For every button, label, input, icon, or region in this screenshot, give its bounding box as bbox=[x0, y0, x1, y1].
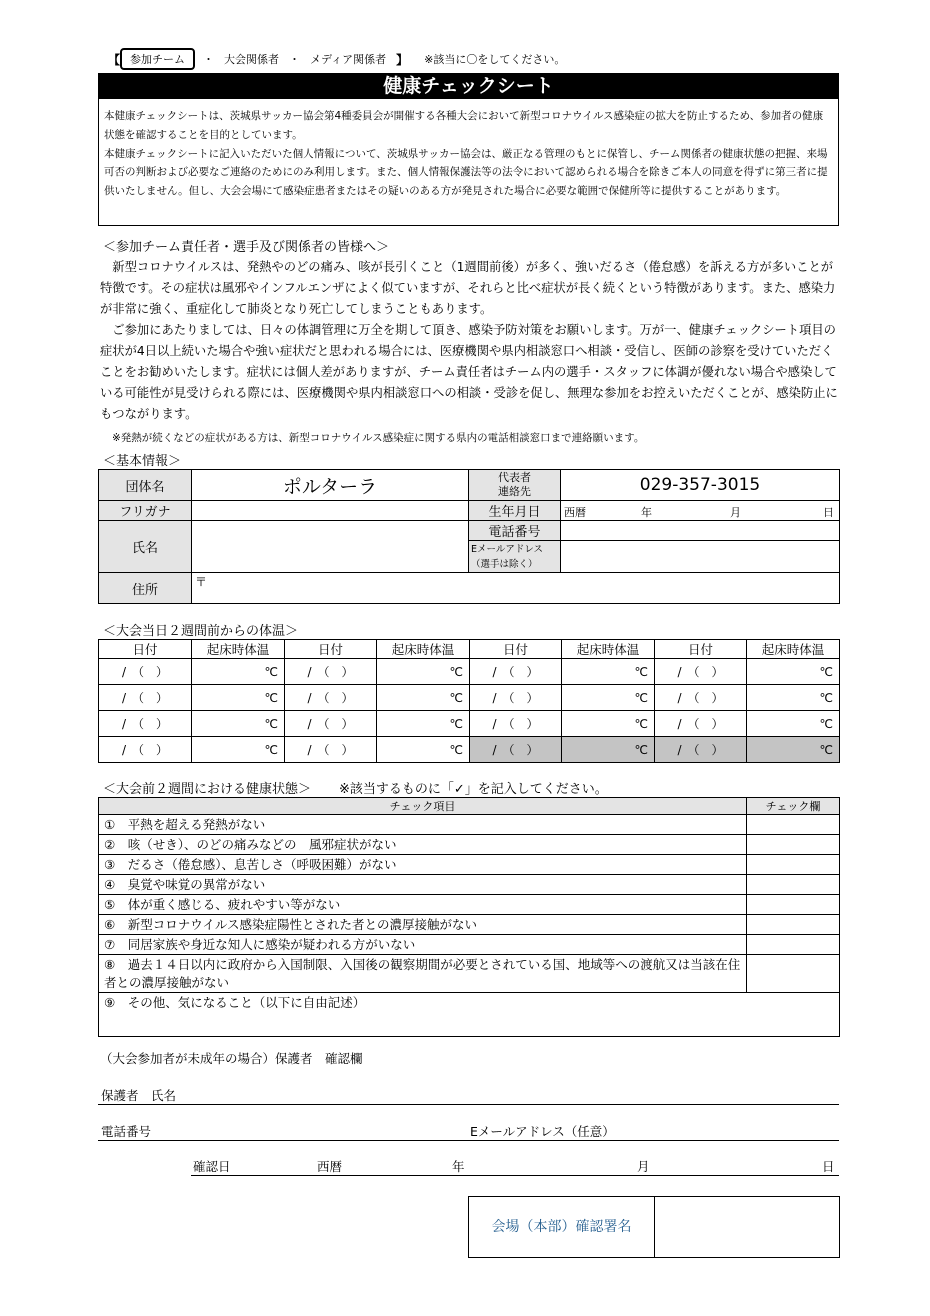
intro-box bbox=[98, 99, 839, 226]
check-item: ④ 臭覚や味覚の異常がない bbox=[99, 875, 747, 895]
open-bracket: 【 bbox=[108, 52, 121, 67]
date-cell[interactable]: / （ ） bbox=[655, 711, 747, 737]
venue-signature-box bbox=[468, 1196, 840, 1258]
furigana-field[interactable] bbox=[192, 501, 469, 521]
date-cell[interactable]: / （ ） bbox=[99, 685, 192, 711]
team-name-label: 団体名 bbox=[99, 470, 192, 501]
confirm-month: 月 bbox=[637, 1159, 650, 1174]
email-label: Eメールアドレス（選手は除く） bbox=[469, 541, 561, 573]
date-cell[interactable]: / （ ） bbox=[470, 711, 562, 737]
basic-info-heading: ＜基本情報＞ bbox=[103, 454, 182, 469]
name-field[interactable] bbox=[192, 521, 469, 573]
confirm-era: 西暦 bbox=[317, 1159, 343, 1174]
date-cell[interactable]: / （ ） bbox=[99, 737, 192, 763]
rep-label-line-1: 代表者 bbox=[498, 471, 531, 484]
temp-cell[interactable]: ℃ bbox=[192, 659, 285, 685]
temp-cell-shaded: ℃ bbox=[747, 737, 840, 763]
guardian-name-field[interactable] bbox=[98, 1086, 839, 1105]
check-box[interactable] bbox=[747, 875, 840, 895]
temp-header: 起床時体温 bbox=[192, 640, 285, 659]
health-heading-note: ※該当するものに「✓」を記入してください。 bbox=[339, 782, 608, 797]
check-column-header: チェック欄 bbox=[747, 798, 840, 815]
guardian-contact-row[interactable] bbox=[98, 1122, 839, 1141]
rep-contact-value[interactable]: 029-357-3015 bbox=[561, 470, 840, 501]
birth-date-field[interactable] bbox=[561, 501, 840, 521]
category-line bbox=[108, 49, 565, 69]
temp-cell-shaded: ℃ bbox=[562, 737, 655, 763]
temp-cell[interactable]: ℃ bbox=[377, 685, 470, 711]
furigana-label: フリガナ bbox=[99, 501, 192, 521]
guardian-email-label: Eメールアドレス（任意） bbox=[470, 1124, 615, 1139]
temp-cell[interactable]: ℃ bbox=[562, 685, 655, 711]
rep-contact-label bbox=[469, 470, 561, 501]
confirm-day: 日 bbox=[822, 1159, 835, 1174]
email-field[interactable] bbox=[561, 541, 840, 573]
temp-header: 起床時体温 bbox=[377, 640, 470, 659]
temp-cell[interactable]: ℃ bbox=[562, 659, 655, 685]
confirm-year: 年 bbox=[452, 1159, 465, 1174]
temp-header: 起床時体温 bbox=[747, 640, 840, 659]
date-cell[interactable]: / （ ） bbox=[655, 659, 747, 685]
birth-month: 月 bbox=[730, 506, 741, 519]
check-item: ⑥ 新型コロナウイルス感染症陽性とされた者との濃厚接触がない bbox=[99, 915, 747, 935]
check-box[interactable] bbox=[747, 915, 840, 935]
guardian-heading: （大会参加者が未成年の場合）保護者 確認欄 bbox=[100, 1051, 363, 1066]
check-item: ① 平熱を超える発熱がない bbox=[99, 815, 747, 835]
temp-cell[interactable]: ℃ bbox=[192, 685, 285, 711]
check-item-header: チェック項目 bbox=[99, 798, 747, 815]
date-header: 日付 bbox=[99, 640, 192, 659]
temp-cell[interactable]: ℃ bbox=[192, 711, 285, 737]
category-selected-team[interactable]: 参加チーム bbox=[120, 48, 195, 70]
category-dot-1: ・ bbox=[203, 53, 215, 66]
address-field[interactable] bbox=[192, 573, 840, 604]
basic-info-table bbox=[98, 469, 840, 604]
check-item: ⑤ 体が重く感じる、疲れやすい等がない bbox=[99, 895, 747, 915]
date-header: 日付 bbox=[285, 640, 377, 659]
venue-signature-label: 会場（本部）確認署名 bbox=[469, 1197, 655, 1257]
notice-heading: ＜参加チーム責任者・選手及び関係者の皆様へ＞ bbox=[103, 240, 390, 255]
temperature-heading: ＜大会当日２週間前からの体温＞ bbox=[103, 624, 299, 639]
temp-cell[interactable]: ℃ bbox=[747, 685, 840, 711]
intro-paragraph-1: 本健康チェックシートは、茨城県サッカー協会第4種委員会が開催する各種大会において新型コロナウイルス感染症の拡大を防止するため、参加者の健康状態を確認することを目的としています。 bbox=[104, 110, 824, 141]
intro-paragraph-2: 本健康チェックシートに記入いただいた個人情報について、茨城県サッカー協会は、厳正なる管理のもとに保管し、チーム関係者の健康状態の把握、来場可否の判断および必要なご連絡のためにのみ利用します。また、個人情報保護法等の法令において認められる場合を除きご本人の同意を得ずに第三者に提供いたしません。但し、大会会場にて感染症患者またはその疑いのある方が発見された場合に必要な範囲で保健所等に提供することがあります。 bbox=[104, 147, 828, 198]
date-cell-shaded: / （ ） bbox=[655, 737, 747, 763]
venue-signature-field[interactable] bbox=[655, 1197, 839, 1257]
phone-label: 電話番号 bbox=[469, 521, 561, 541]
health-check-table bbox=[98, 797, 840, 1037]
check-item: ③ だるさ（倦怠感）、息苦しさ（呼吸困難）がない bbox=[99, 855, 747, 875]
category-dot-2: ・ bbox=[289, 53, 301, 66]
free-text-area[interactable]: ⑨ その他、気になること（以下に自由記述） bbox=[99, 993, 840, 1037]
date-cell[interactable]: / （ ） bbox=[655, 685, 747, 711]
birth-year: 年 bbox=[641, 506, 652, 519]
notice-note: ※発熱が続くなどの症状がある方は、新型コロナウイルス感染症に関する県内の電話相談窓口まで連絡願います。 bbox=[112, 432, 645, 444]
date-cell[interactable]: / （ ） bbox=[470, 685, 562, 711]
birth-date-label: 生年月日 bbox=[469, 501, 561, 521]
date-header: 日付 bbox=[655, 640, 747, 659]
notice-paragraph-2: ご参加にあたりましては、日々の体調管理に万全を期して頂き、感染予防対策をお願いします。万が一、健康チェックシート項目の症状が4日以上続いた場合や強い症状だと思われる場合には、医療機関や県内相談窓口へ相談・受信し、医師の診察を受けていただくことをお勧めいたします。症状には個人差がありますが、チーム責任者はチーム内の選手・スタッフに体調が優れない場合や感染している可能性が見受けられる際には、医療機関や県内相談窓口への相談・受診を促し、無理な参加をお控えいただくことが、感染防止にもつながります。 bbox=[100, 323, 838, 421]
date-cell-shaded: / （ ） bbox=[470, 737, 562, 763]
date-cell[interactable]: / （ ） bbox=[470, 659, 562, 685]
date-cell[interactable]: / （ ） bbox=[99, 659, 192, 685]
temp-cell[interactable]: ℃ bbox=[377, 711, 470, 737]
health-heading-title: ＜大会前２週間における健康状態＞ bbox=[103, 782, 312, 797]
date-cell[interactable]: / （ ） bbox=[285, 737, 377, 763]
rep-label-line-2: 連絡先 bbox=[498, 485, 531, 498]
notice-body bbox=[100, 257, 840, 425]
date-header: 日付 bbox=[470, 640, 562, 659]
check-box[interactable] bbox=[747, 835, 840, 855]
temp-cell[interactable]: ℃ bbox=[747, 659, 840, 685]
category-option-staff[interactable]: 大会関係者 bbox=[224, 53, 280, 66]
check-box[interactable] bbox=[747, 955, 840, 993]
confirm-date-field[interactable] bbox=[191, 1157, 839, 1176]
date-cell[interactable]: / （ ） bbox=[285, 685, 377, 711]
health-heading bbox=[103, 778, 608, 797]
page-title: 健康チェックシート bbox=[98, 73, 839, 99]
temperature-table bbox=[98, 639, 840, 763]
address-label: 住所 bbox=[99, 573, 192, 604]
date-cell[interactable]: / （ ） bbox=[285, 659, 377, 685]
check-box[interactable] bbox=[747, 815, 840, 835]
temp-cell[interactable]: ℃ bbox=[192, 737, 285, 763]
category-note: ※該当に〇をしてください。 bbox=[424, 53, 566, 66]
check-item: ⑦ 同居家族や身近な知人に感染が疑われる方がいない bbox=[99, 935, 747, 955]
temp-cell[interactable]: ℃ bbox=[377, 659, 470, 685]
team-name-value[interactable]: ポルターラ bbox=[192, 470, 469, 501]
temp-cell[interactable]: ℃ bbox=[747, 711, 840, 737]
postal-mark: 〒 bbox=[195, 575, 208, 589]
check-box[interactable] bbox=[747, 895, 840, 915]
check-item: ⑧ 過去１４日以内に政府から入国制限、入国後の観察期間が必要とされている国、地域等への渡航又は当該在住者との濃厚接触がない bbox=[99, 955, 747, 993]
check-item: ② 咳（せき）、のどの痛みなどの 風邪症状がない bbox=[99, 835, 747, 855]
temp-header: 起床時体温 bbox=[562, 640, 655, 659]
close-bracket: 】 bbox=[396, 52, 409, 67]
check-box[interactable] bbox=[747, 935, 840, 955]
temp-cell[interactable]: ℃ bbox=[562, 711, 655, 737]
name-label: 氏名 bbox=[99, 521, 192, 573]
notice-paragraph-1: 新型コロナウイルスは、発熱やのどの痛み、咳が長引くこと（1週間前後）が多く、強いだるさ（倦怠感）を訴える方が多いことが特徴です。その症状は風邪やインフルエンザによく似ていますが、それらと比べ症状が長く続くという特徴があります。また、感染力が非常に強く、重症化して肺炎となり死亡してしまうこともあります。 bbox=[100, 260, 836, 316]
temp-cell[interactable]: ℃ bbox=[377, 737, 470, 763]
category-option-media[interactable]: メディア関係者 bbox=[310, 53, 387, 66]
guardian-name-label: 保護者 氏名 bbox=[101, 1088, 177, 1103]
phone-field[interactable] bbox=[561, 521, 840, 541]
date-cell[interactable]: / （ ） bbox=[99, 711, 192, 737]
check-box[interactable] bbox=[747, 855, 840, 875]
confirm-date-label: 確認日 bbox=[193, 1159, 231, 1174]
guardian-phone-label: 電話番号 bbox=[101, 1124, 152, 1139]
birth-era: 西暦 bbox=[564, 506, 586, 519]
date-cell[interactable]: / （ ） bbox=[285, 711, 377, 737]
birth-day: 日 bbox=[823, 506, 834, 519]
